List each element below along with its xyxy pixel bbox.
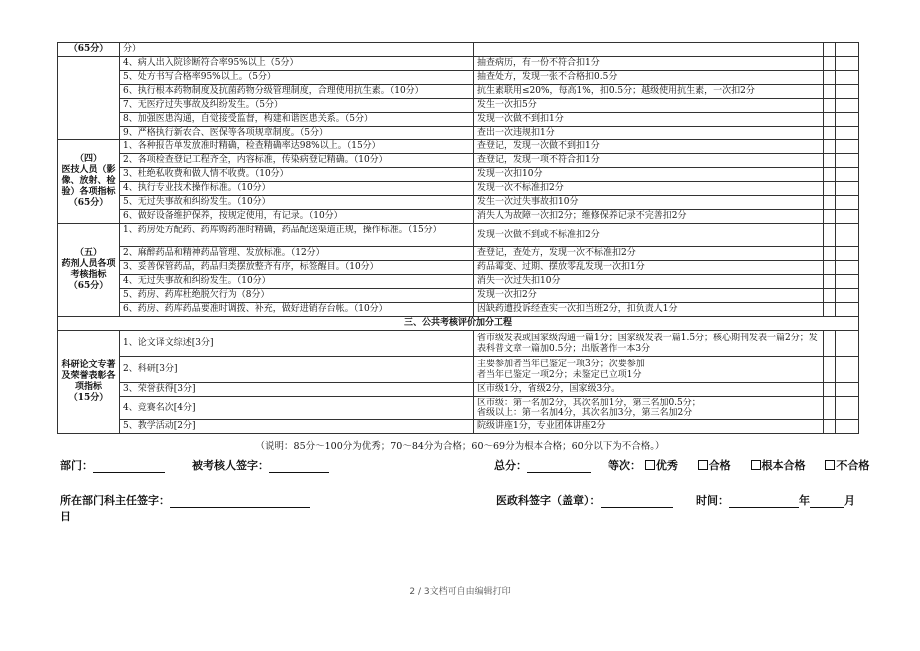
department-field[interactable] (60, 457, 165, 473)
item-text: 8、加强医患沟通，自觉接受监督，构建和谐医患关系。（5分） (120, 113, 474, 127)
month-label: 月 (844, 494, 855, 507)
checkbox-icon[interactable] (751, 460, 761, 470)
score-cell[interactable] (824, 224, 836, 247)
table-row (58, 71, 859, 85)
rule-text: 发现一次做不到或不标准扣2分 (474, 224, 824, 247)
table-row (58, 99, 859, 113)
assessee-input-line[interactable] (269, 460, 329, 473)
score-cell[interactable] (824, 71, 836, 85)
item-text: 2、麻醉药品和精神药品管理、发放标准。（12分） (120, 247, 474, 261)
table-row (58, 397, 859, 420)
table-row (58, 303, 859, 317)
rule-text: 主要参加者当年已鉴定一项3分；次要参加者当年已鉴定一项2分；未鉴定已立项1分 (474, 357, 824, 383)
evaluation-table (57, 42, 859, 434)
remark-cell[interactable] (836, 43, 859, 57)
item-text: 3、荣誉获得[3分] (120, 383, 474, 397)
remark-cell[interactable] (836, 331, 859, 357)
rule-text: 省市级发表或国家级沟通一篇1分；国家级发表一篇1.5分；核心期刊发表一篇2分；发表科普文章一篇加0.5分；出版著作一本3分 (474, 331, 824, 357)
checkbox-icon[interactable] (825, 460, 835, 470)
score-cell[interactable] (824, 357, 836, 383)
table-row (58, 154, 859, 168)
item-text: 1、论文译文综述[3分] (120, 331, 474, 357)
remark-cell[interactable] (836, 210, 859, 224)
rule-text: 抽查处方，发现一张不合格扣0.5分 (474, 71, 824, 85)
remark-cell[interactable] (836, 247, 859, 261)
score-cell[interactable] (824, 57, 836, 71)
score-cell[interactable] (824, 43, 836, 57)
item-text: 分） (120, 43, 474, 57)
rule-text: 药品霉变、过期、摆放零乱发现一次扣1分 (474, 261, 824, 275)
category-pharmacy: （五） 药剂人员各项考核指标 （65分） (58, 224, 120, 317)
remark-cell[interactable] (836, 420, 859, 434)
item-text: 3、妥善保管药品，药品归类摆放整齐有序，标签醒目。（10分） (120, 261, 474, 275)
section-title: 三、公共考核评价加分工程 (58, 317, 859, 331)
score-cell[interactable] (824, 247, 836, 261)
score-cell[interactable] (824, 261, 836, 275)
remark-cell[interactable] (836, 140, 859, 154)
table-row (58, 383, 859, 397)
medical-affairs-label: 医政科签字（盖章）： (496, 494, 601, 507)
rule-text: 院级讲座1分，专业团体讲座2分 (474, 420, 824, 434)
remark-cell[interactable] (836, 154, 859, 168)
item-text: 2、各项检查登记工程齐全，内容标准，传染病登记精确。（10分） (120, 154, 474, 168)
item-text: 4、病人出入院诊断符合率95%以上（5分） (120, 57, 474, 71)
category-cell-blank (58, 57, 120, 140)
rule-text: 抽查病历，有一份不符合扣1分 (474, 57, 824, 71)
grade-option-excellent[interactable]: 优秀 (645, 459, 678, 472)
rule-text: 发生一次扣5分 (474, 99, 824, 113)
rule-text: 发现一次扣10分 (474, 168, 824, 182)
item-text: 1、各种报告单发放准时精确，检查精确率达98%以上。（15分） (120, 140, 474, 154)
medical-affairs-signature-field[interactable] (496, 492, 673, 508)
rule-text: 区市级：第一名加2分，其次名加1分，第三名加0.5分；省级以上：第一名加4分，其次名加3分，第三名加2分 (474, 397, 824, 420)
rule-text: 抗生素联用≤20%，每高1%，扣0.5分；越级使用抗生素，一次扣2分 (474, 85, 824, 99)
rule-text: 发生一次过失事故扣10分 (474, 196, 824, 210)
table-row (58, 182, 859, 196)
grade-option-pass[interactable]: 合格 (698, 459, 731, 472)
grade-label: 等次： (608, 459, 641, 472)
remark-cell[interactable] (836, 127, 859, 140)
remark-cell[interactable] (836, 224, 859, 247)
grading-note: （说明：85分～100分为优秀；70～84分为合格；60～69分为根本合格；60分以下为不合格。） (255, 441, 665, 452)
item-text: 6、药房、药库药品要准时调拨、补充，做好进销存台帐。（10分） (120, 303, 474, 317)
item-text: 7、无医疗过失事故及纠纷发生。（5分） (120, 99, 474, 113)
score-cell[interactable] (824, 383, 836, 397)
score-cell[interactable] (824, 85, 836, 99)
table-row (58, 127, 859, 140)
total-score-field[interactable] (494, 457, 591, 473)
item-text: 5、教学活动[2分] (120, 420, 474, 434)
table-row (58, 196, 859, 210)
rule-text: 查登记，发现一次做不到扣1分 (474, 140, 824, 154)
dept-head-signature-field[interactable] (60, 492, 310, 508)
score-cell[interactable] (824, 113, 836, 127)
remark-cell[interactable] (836, 57, 859, 71)
score-cell[interactable] (824, 303, 836, 317)
remark-cell[interactable] (836, 261, 859, 275)
table-row (58, 140, 859, 154)
grade-option-basic-pass[interactable]: 根本合格 (751, 459, 806, 472)
item-text: 2、科研[3分] (120, 357, 474, 383)
remark-cell[interactable] (836, 383, 859, 397)
table-row (58, 357, 859, 383)
score-cell[interactable] (824, 168, 836, 182)
rule-text (474, 43, 824, 57)
department-input-line[interactable] (93, 460, 165, 473)
dept-head-input-line[interactable] (170, 495, 310, 508)
item-text: 4、竞赛名次[4分] (120, 397, 474, 420)
day-field (60, 508, 71, 524)
table-row (58, 275, 859, 289)
remark-cell[interactable] (836, 113, 859, 127)
rule-text: 发现一次扣2分 (474, 289, 824, 303)
rule-text: 查登记，查处方，发现一次不标准扣2分 (474, 247, 824, 261)
checkbox-icon[interactable] (645, 460, 655, 470)
rule-text: 因缺药遭投诉经查实一次扣当班2分，扣负责人1分 (474, 303, 824, 317)
medical-affairs-input-line[interactable] (601, 495, 673, 508)
item-text: 4、无过失事故和纠纷发生。（10分） (120, 275, 474, 289)
remark-cell[interactable] (836, 182, 859, 196)
assessee-label: 被考核人签字： (192, 459, 269, 472)
item-text: 6、做好设备维护保养，按规定使用，有记录。（10分） (120, 210, 474, 224)
table-row (58, 113, 859, 127)
month-input-line[interactable] (810, 495, 844, 508)
rule-text: 消失一次过失扣10分 (474, 275, 824, 289)
score-cell[interactable] (824, 127, 836, 140)
remark-cell[interactable] (836, 357, 859, 383)
table-row (58, 85, 859, 99)
department-label: 部门： (60, 459, 93, 472)
score-cell[interactable] (824, 397, 836, 420)
page-footer: 2 / 3文档可自由编辑打印 (409, 587, 511, 597)
date-field[interactable] (696, 492, 855, 508)
score-cell[interactable] (824, 196, 836, 210)
score-cell[interactable] (824, 182, 836, 196)
rule-text: 消失人为故障一次扣2分；维修保养记录不完善扣2分 (474, 210, 824, 224)
item-text: 9、严格执行新农合、医保等各项规章制度。（5分） (120, 127, 474, 140)
table-row (58, 420, 859, 434)
remark-cell[interactable] (836, 196, 859, 210)
time-label: 时间： (696, 494, 729, 507)
table-row (58, 57, 859, 71)
item-text: 5、无过失事故和纠纷发生。（10分） (120, 196, 474, 210)
rule-text: 查出一次违规扣1分 (474, 127, 824, 140)
item-text: 6、执行根本药物制度及抗菌药物分级管理制度，合理使用抗生素。（10分） (120, 85, 474, 99)
rule-text: 查登记，发现一项不符合扣1分 (474, 154, 824, 168)
table-row (58, 43, 859, 57)
table-row (58, 168, 859, 182)
score-cell[interactable] (824, 275, 836, 289)
score-cell[interactable] (824, 420, 836, 434)
remark-cell[interactable] (836, 85, 859, 99)
category-research: 科研论文专著及荣誉表彰各项指标 （15分） (58, 331, 120, 434)
remark-cell[interactable] (836, 99, 859, 113)
remark-cell[interactable] (836, 275, 859, 289)
remark-cell[interactable] (836, 303, 859, 317)
score-cell[interactable] (824, 99, 836, 113)
table-row (58, 261, 859, 275)
grade-option-fail[interactable]: 不合格 (825, 459, 869, 472)
score-cell[interactable] (824, 331, 836, 357)
table-row (58, 247, 859, 261)
total-input-line[interactable] (527, 460, 591, 473)
day-label: 日 (60, 510, 71, 523)
remark-cell[interactable] (836, 397, 859, 420)
item-text: 3、杜绝私收费和做人情不收费。（10分） (120, 168, 474, 182)
category-cell: （65分） (58, 43, 120, 57)
dept-head-label: 所在部门科主任签字： (60, 494, 170, 507)
table-row (58, 210, 859, 224)
score-cell[interactable] (824, 210, 836, 224)
score-cell[interactable] (824, 154, 836, 168)
item-text: 1、药房处方配药、药库购药准时精确，药品配送渠道正规，操作标准。（15分） (120, 224, 474, 247)
checkbox-icon[interactable] (698, 460, 708, 470)
score-cell[interactable] (824, 289, 836, 303)
grade-options (608, 457, 869, 473)
rule-text: 发现一次不标准扣2分 (474, 182, 824, 196)
item-text: 5、药房、药库杜绝脱欠行为（8分） (120, 289, 474, 303)
assessee-signature-field[interactable] (192, 457, 329, 473)
item-text: 4、执行专业技术操作标准。（10分） (120, 182, 474, 196)
remark-cell[interactable] (836, 168, 859, 182)
rule-text: 区市级1分，省级2分，国家级3分。 (474, 383, 824, 397)
score-cell[interactable] (824, 140, 836, 154)
table-row (58, 317, 859, 331)
table-row (58, 289, 859, 303)
table-row (58, 224, 859, 247)
item-text: 5、处方书写合格率95%以上。（5分） (120, 71, 474, 85)
remark-cell[interactable] (836, 71, 859, 85)
category-medtech: （四） 医技人员（影像、放射、检验）各项指标 （65分） (58, 140, 120, 224)
total-label: 总分： (494, 459, 527, 472)
remark-cell[interactable] (836, 289, 859, 303)
year-label: 年 (799, 494, 810, 507)
year-input-line[interactable] (729, 495, 799, 508)
rule-text: 发现一次做不到扣1分 (474, 113, 824, 127)
table-row (58, 331, 859, 357)
